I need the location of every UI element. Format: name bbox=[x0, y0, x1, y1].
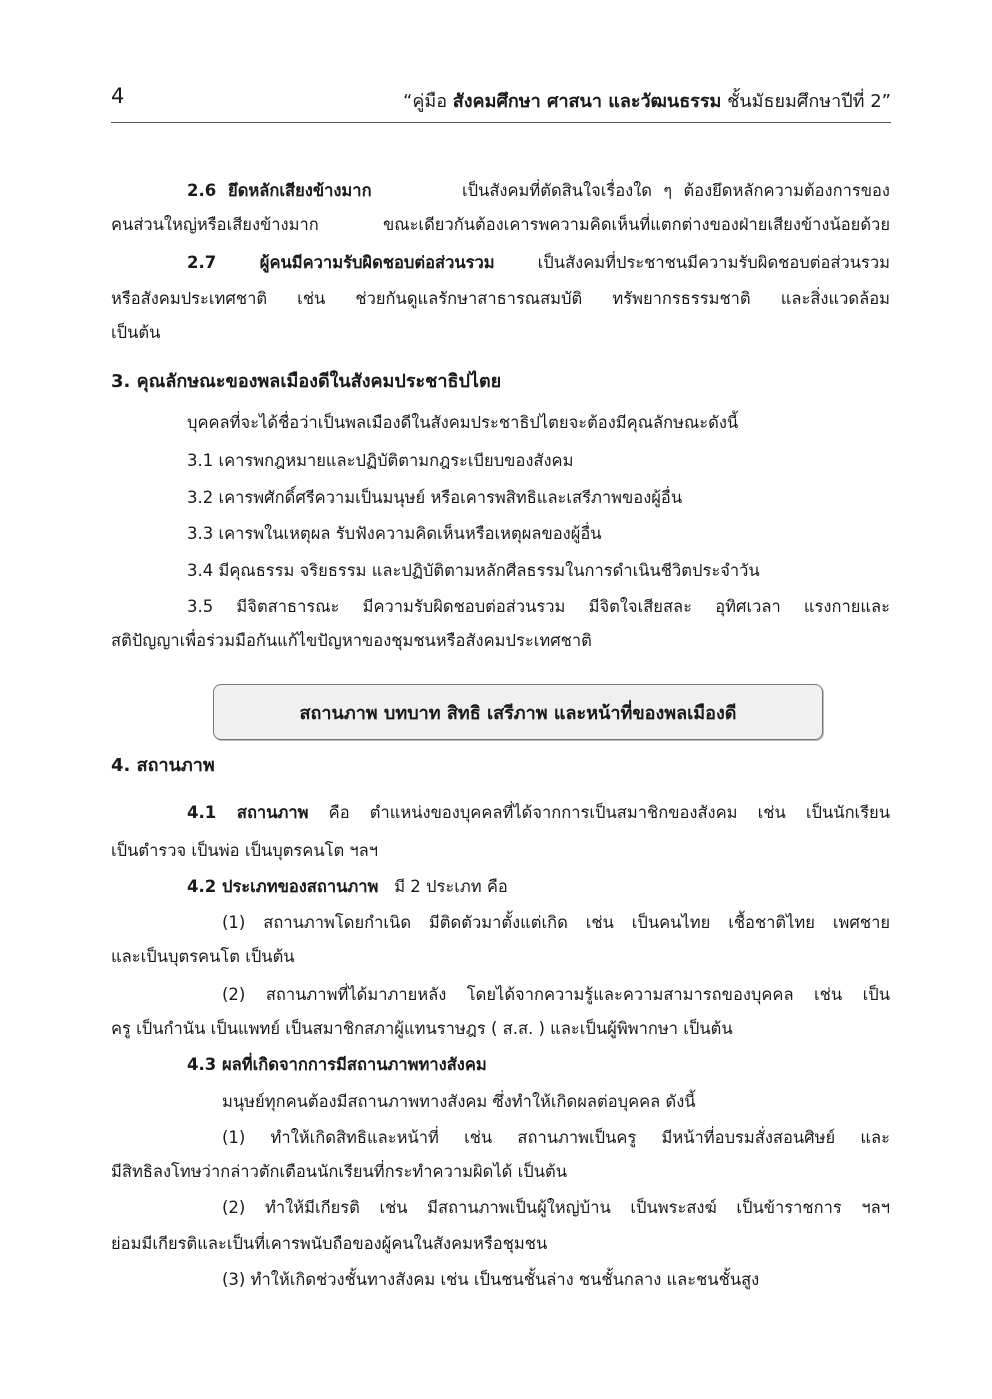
para-2-6-line-1 bbox=[187, 180, 890, 202]
effect-2-line-2: ย่อมมีเกียรติและเป็นที่เคารพนับถือของผู้คนในสังคมหรือชุมชน bbox=[111, 1234, 548, 1253]
page-number: 4 bbox=[111, 84, 125, 108]
running-title-subject: สังคมศึกษา ศาสนา และวัฒนธรรม bbox=[452, 91, 722, 112]
para-2-7-line-2: หรือสังคมประเทศชาติ เช่น ช่วยกันดูแลรักษาสาธารณสมบัติ ทรัพยากรธรรมชาติ และสิ่งแวดล้อม bbox=[111, 289, 890, 308]
type-2-line-2: ครู เป็นกำนัน เป็นแพทย์ เป็นสมาชิกสภาผู้แทนราษฎร ( ส.ส. ) และเป็นผู้พิพากษา เป็นต้น bbox=[111, 1019, 733, 1038]
type-1-line-1: (1) สถานภาพโดยกำเนิด มีติดตัวมาตั้งแต่เกิด เช่น เป็นคนไทย เชื้อชาติไทย เพศชาย bbox=[222, 913, 890, 932]
section-4-heading: 4. สถานภาพ bbox=[111, 755, 215, 776]
para-4-1-text: คือ ตำแหน่งของบุคคลที่ได้จากการเป็นสมาชิกของสังคม เช่น เป็นนักเรียน bbox=[328, 803, 891, 822]
running-title bbox=[403, 86, 891, 115]
section-3-intro: บุคคลที่จะได้ชื่อว่าเป็นพลเมืองดีในสังคมประชาธิปไตยจะต้องมีคุณลักษณะดังนี้ bbox=[187, 413, 739, 432]
header-divider bbox=[111, 122, 891, 123]
para-4-1-label: 4.1 สถานภาพ bbox=[187, 803, 309, 822]
page-header bbox=[111, 80, 891, 116]
effect-2-line-1: (2) ทำให้มีเกียรติ เช่น มีสถานภาพเป็นผู้ใหญ่บ้าน เป็นพระสงฆ์ เป็นข้าราชการ ฯลฯ bbox=[222, 1198, 890, 1217]
list-item-3-5-line-1: 3.5 มีจิตสาธารณะ มีความรับผิดชอบต่อส่วนรวม มีจิตใจเสียสละ อุทิศเวลา แรงกายและ bbox=[187, 597, 890, 616]
type-1-line-2: และเป็นบุตรคนโต เป็นต้น bbox=[111, 947, 295, 966]
para-4-2 bbox=[187, 876, 508, 898]
para-2-6-text: เป็นสังคมที่ตัดสินใจเรื่องใด ๆ ต้องยึดหลักความต้องการของ bbox=[461, 181, 890, 200]
para-2-7-label: 2.7 ผู้คนมีความรับผิดชอบต่อส่วนรวม bbox=[187, 253, 495, 272]
para-4-1-line-2: เป็นตำรวจ เป็นพ่อ เป็นบุตรคนโต ฯลฯ bbox=[111, 841, 379, 860]
running-title-grade: ชั้นมัธยมศึกษาปีที่ 2” bbox=[727, 91, 891, 112]
para-2-6-line-2: คนส่วนใหญ่หรือเสียงข้างมาก ขณะเดียวกันต้องเคารพความคิดเห็นที่แตกต่างของฝ่ายเสียงข้างน้อยด้วย bbox=[111, 215, 890, 234]
type-2-line-1: (2) สถานภาพที่ได้มาภายหลัง โดยได้จากความรู้และความสามารถของบุคคล เช่น เป็น bbox=[222, 985, 890, 1004]
para-2-7-text: เป็นสังคมที่ประชาชนมีความรับผิดชอบต่อส่วนรวม bbox=[537, 253, 890, 272]
list-item-3-2: 3.2 เคารพศักดิ์ศรีความเป็นมนุษย์ หรือเคารพสิทธิและเสรีภาพของผู้อื่น bbox=[187, 488, 683, 507]
running-title-prefix: “คู่มือ bbox=[403, 91, 448, 112]
para-2-7-line-3: เป็นต้น bbox=[111, 323, 161, 342]
para-2-7-line-1 bbox=[187, 252, 890, 274]
list-item-3-5-line-2: สติปัญญาเพื่อร่วมมือกันแก้ไขปัญหาของชุมชนหรือสังคมประเทศชาติ bbox=[111, 631, 592, 650]
effect-3-line-1: (3) ทำให้เกิดช่วงชั้นทางสังคม เช่น เป็นชนชั้นล่าง ชนชั้นกลาง และชนชั้นสูง bbox=[222, 1270, 760, 1289]
list-item-3-1: 3.1 เคารพกฎหมายและปฏิบัติตามกฎระเบียบของสังคม bbox=[187, 451, 574, 470]
list-item-3-3: 3.3 เคารพในเหตุผล รับฟังความคิดเห็นหรือเหตุผลของผู้อื่น bbox=[187, 524, 602, 543]
effect-1-line-2: มีสิทธิลงโทษว่ากล่าวตักเตือนนักเรียนที่กระทำความผิดได้ เป็นต้น bbox=[111, 1162, 568, 1181]
para-4-2-label: 4.2 ประเภทของสถานภาพ bbox=[187, 877, 379, 896]
para-2-6-label: 2.6 ยึดหลักเสียงข้างมาก bbox=[187, 181, 372, 200]
para-4-3-intro: มนุษย์ทุกคนต้องมีสถานภาพทางสังคม ซึ่งทำให้เกิดผลต่อบุคคล ดังนี้ bbox=[222, 1092, 696, 1111]
para-4-1-line-1 bbox=[187, 802, 890, 824]
section-banner: สถานภาพ บทบาท สิทธิ เสรีภาพ และหน้าที่ของพลเมืองดี bbox=[213, 684, 823, 740]
para-4-2-text: มี 2 ประเภท คือ bbox=[394, 877, 508, 896]
list-item-3-4: 3.4 มีคุณธรรม จริยธรรม และปฏิบัติตามหลักศีลธรรมในการดำเนินชีวิตประจำวัน bbox=[187, 561, 760, 580]
section-3-heading: 3. คุณลักษณะของพลเมืองดีในสังคมประชาธิปไตย bbox=[111, 371, 502, 392]
para-4-3-label: 4.3 ผลที่เกิดจากการมีสถานภาพทางสังคม bbox=[187, 1055, 487, 1074]
effect-1-line-1: (1) ทำให้เกิดสิทธิและหน้าที่ เช่น สถานภาพเป็นครู มีหน้าที่อบรมสั่งสอนศิษย์ และ bbox=[222, 1128, 890, 1147]
